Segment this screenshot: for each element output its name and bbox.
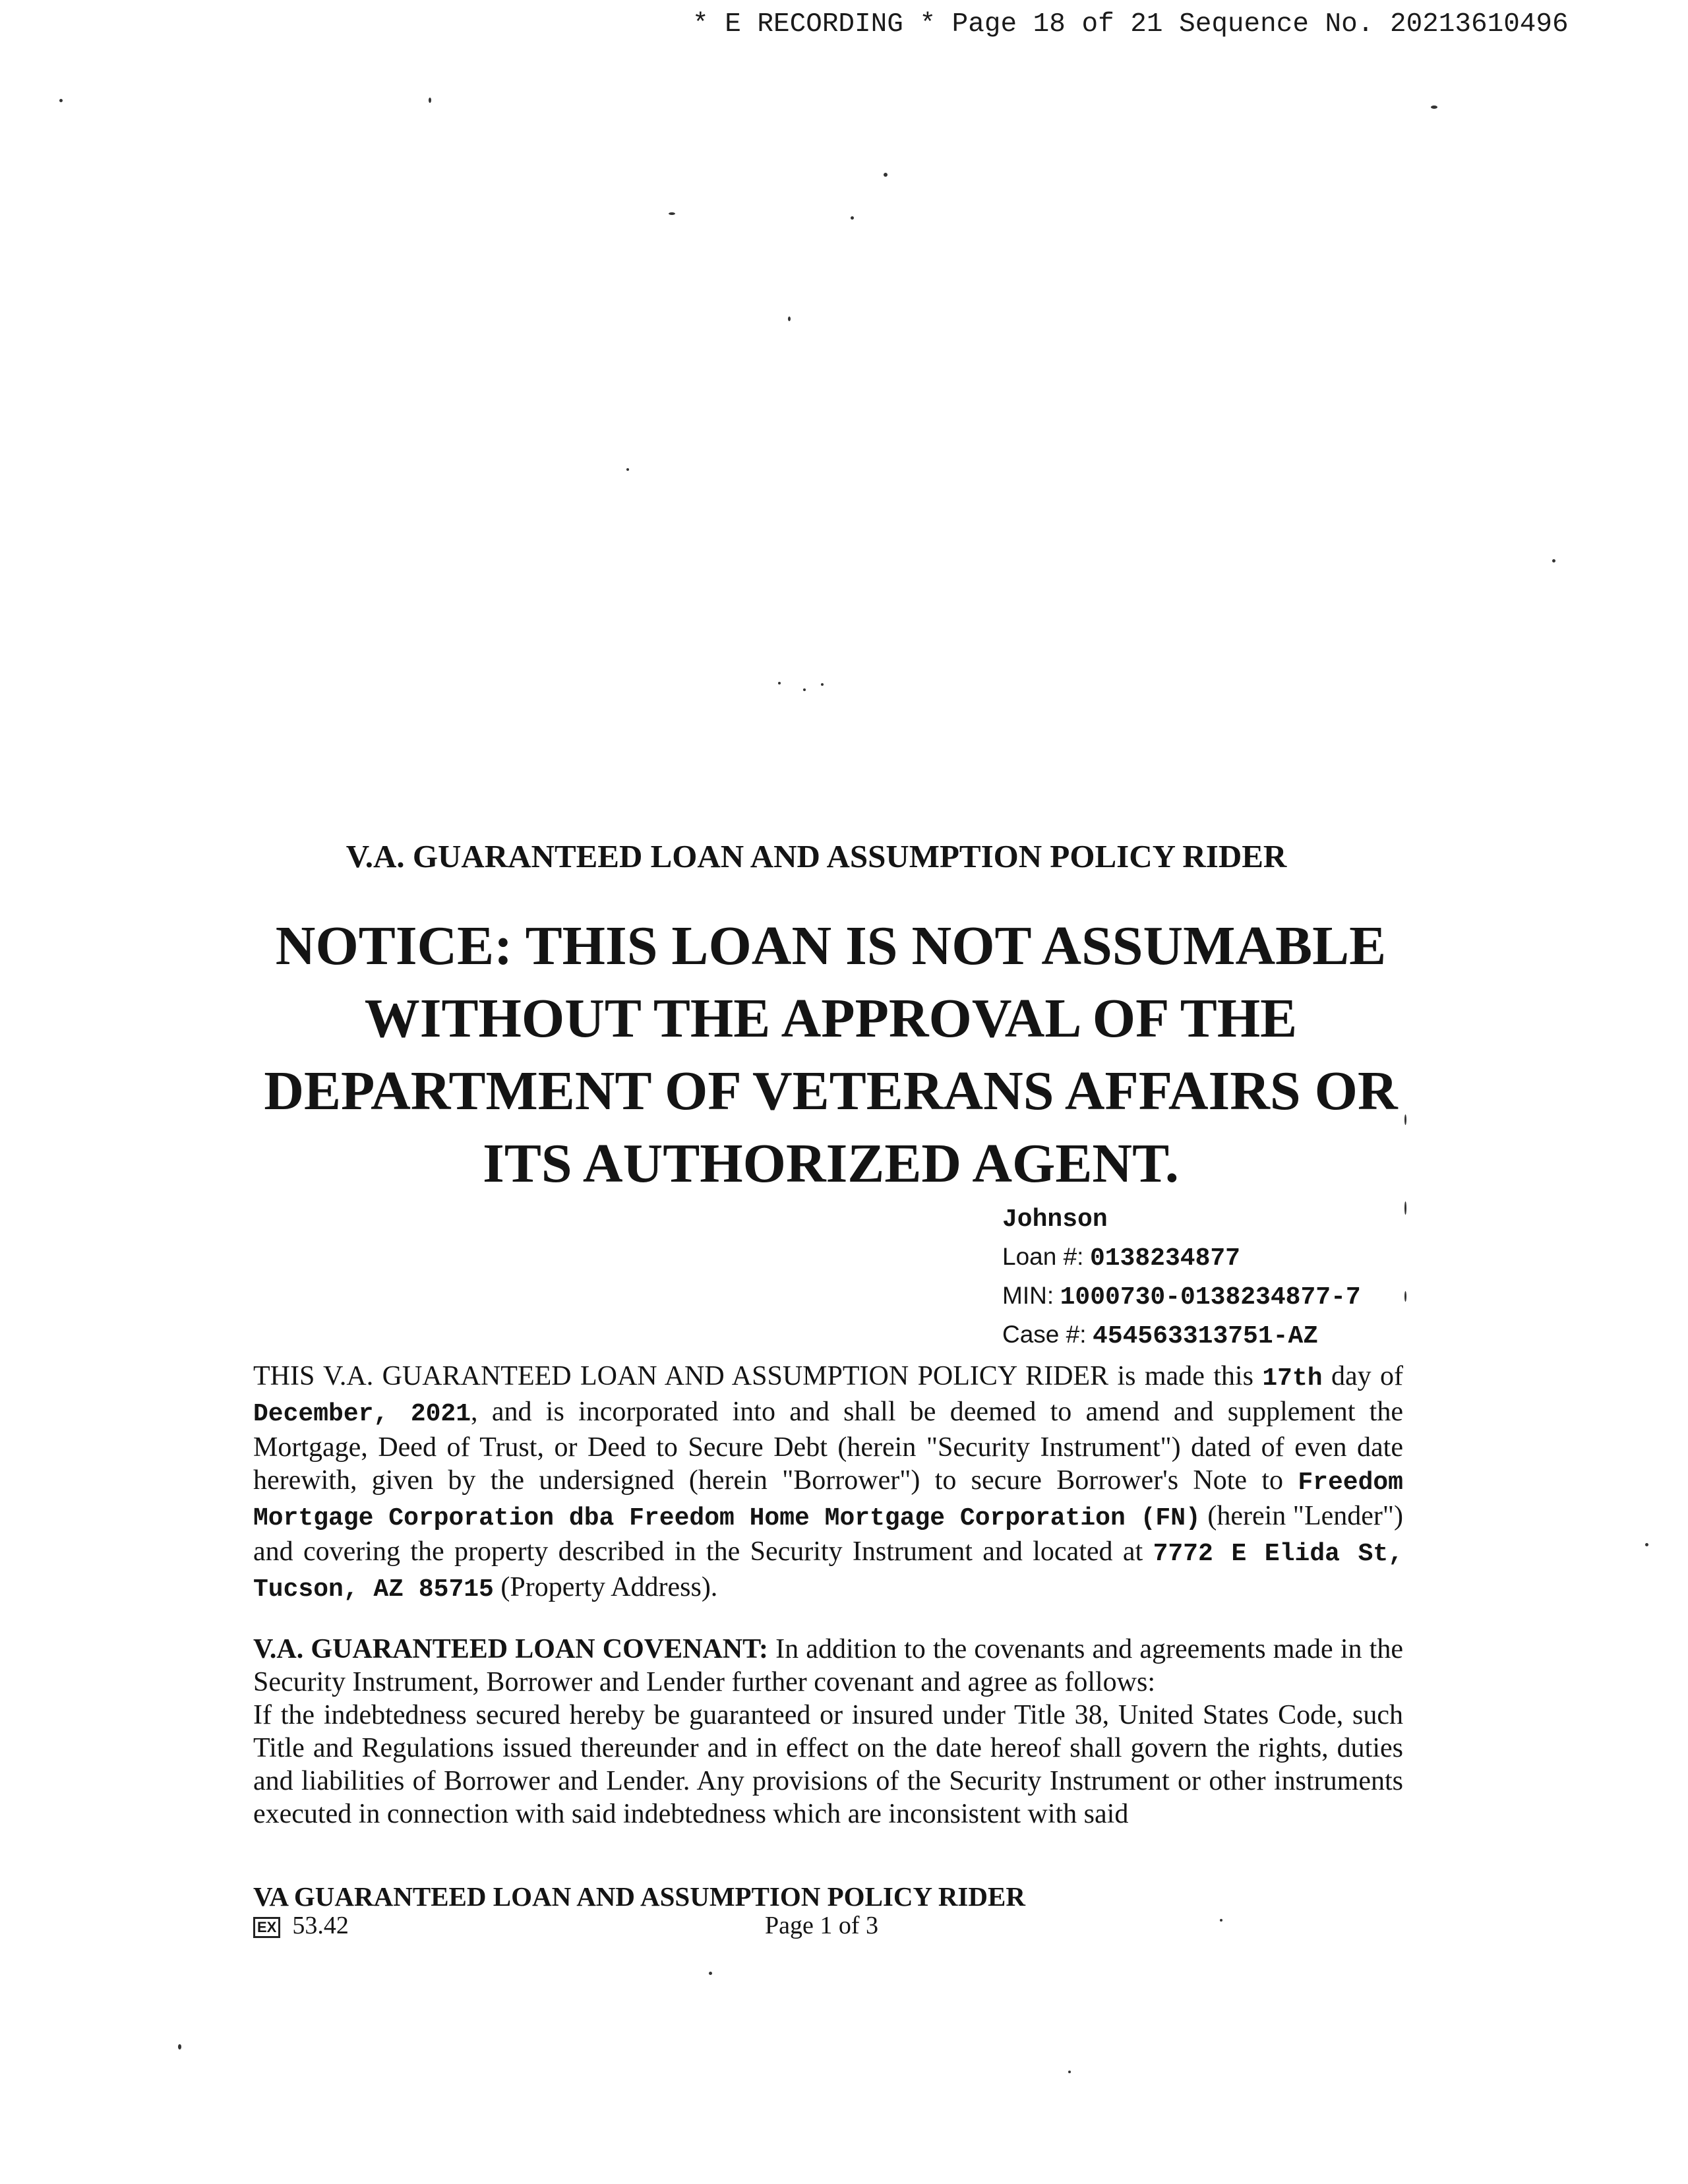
scan-speck [884, 173, 888, 177]
scan-speck [803, 688, 806, 691]
intro-text-3: , and is incorporated into and shall be deemed to amend and supplement the Mortgage, Deed of Trust, or Deed to Secure Debt (herein "Security Instrument") dated of even date herewith, given by the undersigned (herein "Borrower") to secure Borrower's Note to [253, 1397, 1403, 1496]
form-code: 53.42 [292, 1912, 349, 1939]
loan-number-row [1002, 1238, 1361, 1277]
scan-speck [1068, 2071, 1071, 2073]
form-logo-icon: EX [253, 1917, 280, 1938]
scan-speck [1552, 559, 1555, 562]
case-row [1002, 1316, 1361, 1355]
loan-number: 0138234877 [1089, 1244, 1240, 1273]
scan-speck [788, 317, 791, 321]
rider-intro-paragraph [253, 1360, 1403, 1606]
footer-form-code [253, 1911, 349, 1940]
notice-line-3: DEPARTMENT OF VETERANS AFFAIRS OR [264, 1060, 1398, 1122]
scan-speck [1404, 1114, 1406, 1125]
loan-info-block [1002, 1201, 1361, 1355]
rider-date: December, 2021 [253, 1400, 471, 1428]
scan-speck [851, 216, 854, 220]
notice-line-1: NOTICE: THIS LOAN IS NOT ASSUMABLE [275, 915, 1387, 977]
scan-speck [59, 99, 63, 102]
borrower-name: Johnson [1002, 1205, 1108, 1234]
loan-number-label: Loan #: [1002, 1243, 1084, 1270]
rider-title-text: V.A. GUARANTEED LOAN AND ASSUMPTION POLICY RIDER [346, 838, 1287, 874]
property-address: 7772 E Elida St, Tucson, AZ 85715 [253, 1540, 1404, 1604]
recording-header: * E RECORDING * Page 18 of 21 Sequence No. 20213610496 [692, 9, 1569, 40]
scan-speck [1431, 106, 1437, 109]
scan-speck [778, 682, 781, 684]
covenant-paragraph [253, 1633, 1403, 1831]
min-label: MIN: [1002, 1282, 1054, 1309]
lender-name: Freedom Mortgage Corporation dba Freedom Home Mortgage Corporation (FN) [253, 1469, 1403, 1532]
scan-speck [626, 468, 629, 471]
rider-day: 17th [1262, 1364, 1323, 1393]
rider-title [0, 837, 1688, 875]
scan-speck [178, 2044, 181, 2049]
scan-speck [1404, 1201, 1406, 1215]
notice-block [0, 910, 1688, 1200]
case-label: Case #: [1002, 1321, 1087, 1348]
notice-line-2: WITHOUT THE APPROVAL OF THE [364, 988, 1298, 1049]
scan-speck [429, 98, 431, 103]
covenant-text-2: If the indebtedness secured hereby be guaranteed or insured under Title 38, United States Code, such Title and Regulations issued thereunder and in effect on the date hereof shall govern the rights, duties and liabilities of Borrower and Lender. Any provisions of the Security Instrument or other instruments executed in connection with said indebtedness which are inconsistent with said [253, 1700, 1403, 1829]
intro-text-2: day of [1322, 1361, 1403, 1391]
scan-speck [1404, 1291, 1406, 1302]
min-number: 1000730-0138234877-7 [1060, 1283, 1361, 1312]
scan-speck [709, 1972, 712, 1975]
case-number: 454563313751-AZ [1093, 1322, 1319, 1350]
intro-text-1: THIS V.A. GUARANTEED LOAN AND ASSUMPTION POLICY RIDER is made this [253, 1361, 1263, 1391]
footer-title: VA GUARANTEED LOAN AND ASSUMPTION POLICY RIDER [253, 1881, 1025, 1912]
min-row [1002, 1277, 1361, 1316]
scan-speck [821, 683, 824, 686]
footer-page-number: Page 1 of 3 [765, 1912, 879, 1939]
scan-speck [669, 212, 675, 215]
scan-speck [1220, 1919, 1222, 1922]
intro-text-5: (Property Address). [493, 1572, 718, 1602]
notice-line-4: ITS AUTHORIZED AGENT. [483, 1133, 1179, 1194]
intro-text-4: (herein "Lender") and covering the property described in the Security Instrument and located at [253, 1501, 1404, 1567]
covenant-heading: V.A. GUARANTEED LOAN COVENANT: [253, 1634, 768, 1664]
scan-speck [1645, 1543, 1648, 1546]
covenant-text-1: In addition to the covenants and agreements made in the Security Instrument, Borrower and Lender further covenant and agree as follows: [253, 1634, 1403, 1697]
